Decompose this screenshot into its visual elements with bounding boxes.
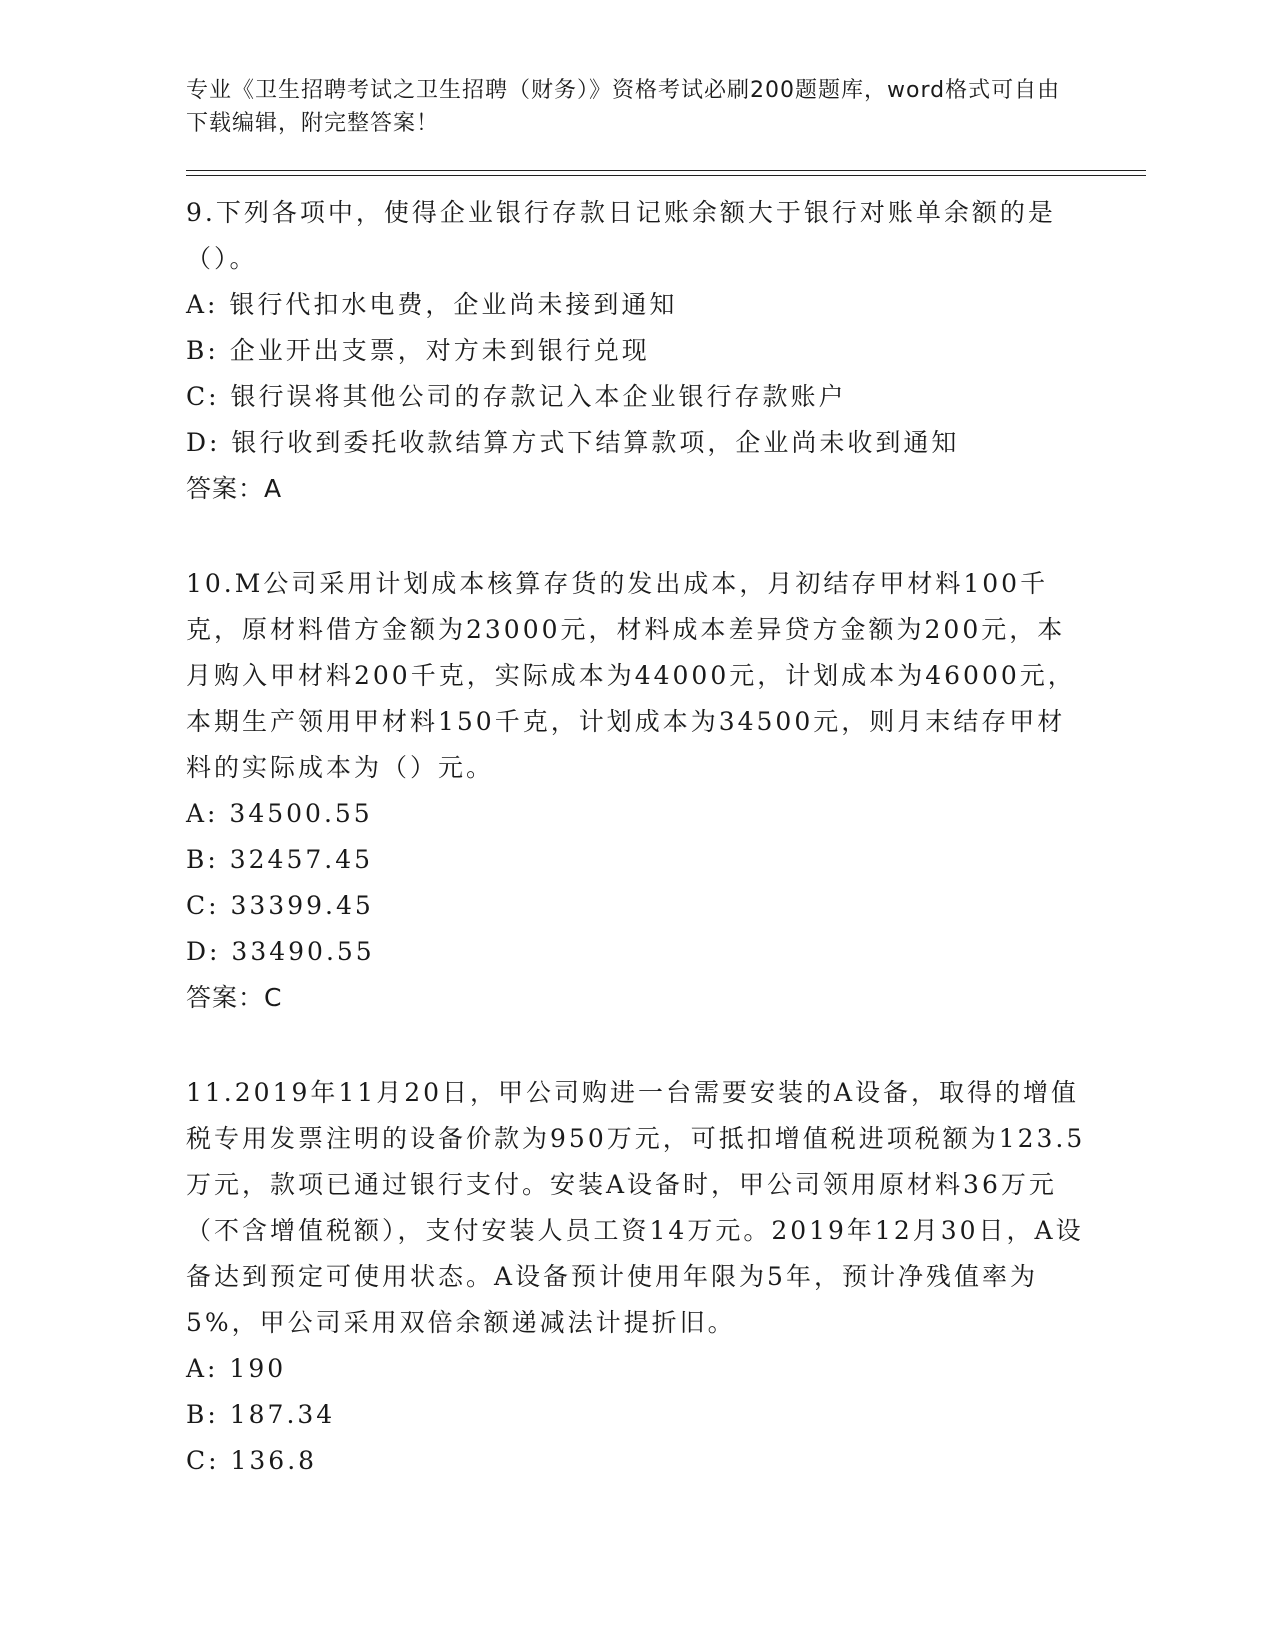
question-stem: 9.下列各项中，使得企业银行存款日记账余额大于银行对账单余额的是（）。 bbox=[186, 198, 1056, 273]
question-stem: 11.2019年11月20日，甲公司购进一台需要安装的A设备，取得的增值税专用发票注明的设备价款为950万元，可抵扣增值税进项税额为123.5万元，款项已通过银行支付。安装A设备时，甲公司领用原材料36万元（不含增值税额），支付安装人员工资14万元。2019年12月30日，A设备达到预定可使用状态。A设备预计使用年限为5年，预计净残值率为5%，甲公司采用双倍余额递减法计提折旧。 bbox=[186, 1078, 1086, 1337]
header-rule-bottom bbox=[186, 175, 1146, 176]
header-title: 专业《卫生招聘考试之卫生招聘（财务）》资格考试必刷200题题库，word格式可自由下载编辑，附完整答案！ bbox=[186, 78, 1061, 136]
option-c: C: 银行误将其他公司的存款记入本企业银行存款账户 bbox=[186, 382, 847, 411]
header-rule-top bbox=[186, 170, 1146, 171]
option-a: A: 银行代扣水电费，企业尚未接到通知 bbox=[186, 290, 678, 319]
question-11 bbox=[186, 1070, 1086, 1484]
option-b: B: 187.34 bbox=[186, 1400, 336, 1429]
answer-line: 答案：C bbox=[186, 983, 283, 1012]
question-10 bbox=[186, 561, 1086, 1021]
answer-line: 答案：A bbox=[186, 474, 283, 503]
question-9 bbox=[186, 190, 1086, 512]
option-d: D: 33490.55 bbox=[186, 937, 375, 966]
option-c: C: 33399.45 bbox=[186, 891, 374, 920]
option-c: C: 136.8 bbox=[186, 1446, 318, 1475]
option-b: B: 企业开出支票，对方未到银行兑现 bbox=[186, 336, 650, 365]
option-a: A: 34500.55 bbox=[186, 799, 373, 828]
option-b: B: 32457.45 bbox=[186, 845, 374, 874]
question-list bbox=[186, 190, 1086, 1533]
document-header bbox=[186, 74, 1066, 140]
option-d: D: 银行收到委托收款结算方式下结算款项，企业尚未收到通知 bbox=[186, 428, 960, 457]
question-stem: 10.M公司采用计划成本核算存货的发出成本，月初结存甲材料100千克，原材料借方金额为23000元，材料成本差异贷方金额为200元，本月购入甲材料200千克，实际成本为44000元，计划成本为46000元，本期生产领用甲材料150千克，计划成本为34500元，则月末结存甲材料的实际成本为（）元。 bbox=[186, 569, 1076, 782]
option-a: A: 190 bbox=[186, 1354, 287, 1383]
